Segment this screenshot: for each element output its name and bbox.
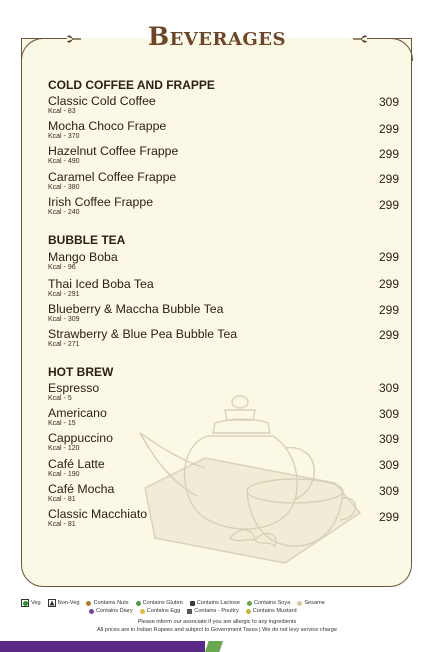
item-price: 309	[378, 381, 399, 395]
item-name: Café Mocha	[48, 482, 115, 496]
item-price: 299	[378, 328, 399, 342]
item-kcal: Kcal - 490	[48, 158, 80, 165]
item-price: 309	[378, 95, 399, 109]
lactose-icon	[190, 601, 195, 606]
item-kcal: Kcal - 309	[48, 316, 80, 323]
legend-soya: Contains Soya	[247, 600, 290, 606]
section-heading-bubble-tea: BUBBLE TEA	[48, 233, 126, 247]
soya-icon	[247, 601, 252, 606]
item-name: Strawberry & Blue Pea Bubble Tea	[48, 327, 238, 341]
item-price: 299	[378, 277, 399, 291]
item-name: Cappuccino	[48, 431, 113, 445]
item-price: 299	[378, 172, 399, 186]
section-heading-hot-brew: HOT BREW	[48, 365, 114, 379]
item-kcal: Kcal - 81	[48, 521, 76, 528]
item-kcal: Kcal - 83	[48, 108, 76, 115]
item-price: 299	[378, 147, 399, 161]
item-kcal: Kcal - 240	[48, 209, 80, 216]
item-price: 299	[378, 303, 399, 317]
page-title: Beverages	[147, 22, 287, 51]
section-heading-cold-coffee: COLD COFFEE AND FRAPPE	[48, 78, 215, 92]
footer-allergy-note: Please inform our associate if you are allergic to any ingredients	[137, 619, 297, 625]
item-price: 309	[378, 458, 399, 472]
legend-egg: Contains Egg	[140, 608, 181, 614]
allergen-legend-row2	[89, 608, 389, 614]
nuts-icon	[86, 601, 91, 606]
item-name: Classic Cold Coffee	[48, 94, 156, 108]
item-name: Caramel Coffee Frappe	[48, 170, 177, 184]
item-price: 299	[378, 250, 399, 264]
item-kcal: Kcal - 120	[48, 445, 80, 452]
item-price: 299	[378, 198, 399, 212]
item-name: Café Latte	[48, 457, 105, 471]
item-price: 309	[378, 407, 399, 421]
leaf-ornament-right-icon	[353, 33, 367, 45]
item-name: Irish Coffee Frappe	[48, 195, 154, 209]
mustard-icon	[246, 609, 251, 614]
item-name: Americano	[48, 406, 107, 420]
item-kcal: Kcal - 271	[48, 341, 80, 348]
footer-price-note: All prices are in Indian Rupees and subject to Government Taxes | We do not levy service charge	[96, 627, 338, 633]
legend-sesame: Sesame	[297, 600, 325, 606]
item-kcal: Kcal - 81	[48, 496, 76, 503]
item-name: Thai Iced Boba Tea	[48, 277, 154, 291]
footer-bar-purple	[0, 641, 205, 652]
item-kcal: Kcal - 5	[48, 395, 72, 402]
legend-dairy: Contains Diary	[89, 608, 133, 614]
dairy-icon	[89, 609, 94, 614]
legend-veg: Veg	[21, 599, 41, 607]
item-kcal: Kcal - 370	[48, 133, 80, 140]
legend-nuts: Contains Nuts	[86, 600, 128, 606]
non-veg-icon	[48, 599, 56, 607]
item-price: 299	[378, 122, 399, 136]
item-price: 299	[378, 510, 399, 524]
item-kcal: Kcal - 15	[48, 420, 76, 427]
gluten-icon	[136, 601, 141, 606]
legend-nonveg: Non-Veg	[48, 599, 80, 607]
item-kcal: Kcal - 190	[48, 471, 80, 478]
poultry-icon	[187, 609, 192, 614]
item-kcal: Kcal - 291	[48, 291, 80, 298]
item-name: Classic Macchiato	[48, 507, 148, 521]
allergen-legend	[21, 599, 413, 607]
item-name: Mocha Choco Frappe	[48, 119, 167, 133]
item-name: Mango Boba	[48, 250, 118, 264]
item-price: 309	[378, 484, 399, 498]
legend-mustard: Contains Mustard	[246, 608, 297, 614]
item-name: Espresso	[48, 381, 100, 395]
egg-icon	[140, 609, 145, 614]
item-name: Hazelnut Coffee Frappe	[48, 144, 179, 158]
item-name: Blueberry & Maccha Bubble Tea	[48, 302, 224, 316]
item-kcal: Kcal - 380	[48, 184, 80, 191]
footer-bar-green	[205, 641, 223, 652]
legend-lactose: Contains Lactose	[190, 600, 240, 606]
legend-gluten: Contains Gluten	[136, 600, 183, 606]
legend-poultry: Contains - Poultry	[187, 608, 238, 614]
teapot-illustration	[135, 388, 365, 573]
item-price: 309	[378, 432, 399, 446]
item-kcal: Kcal - 96	[48, 264, 76, 271]
sesame-icon	[297, 601, 302, 606]
veg-icon	[21, 599, 29, 607]
